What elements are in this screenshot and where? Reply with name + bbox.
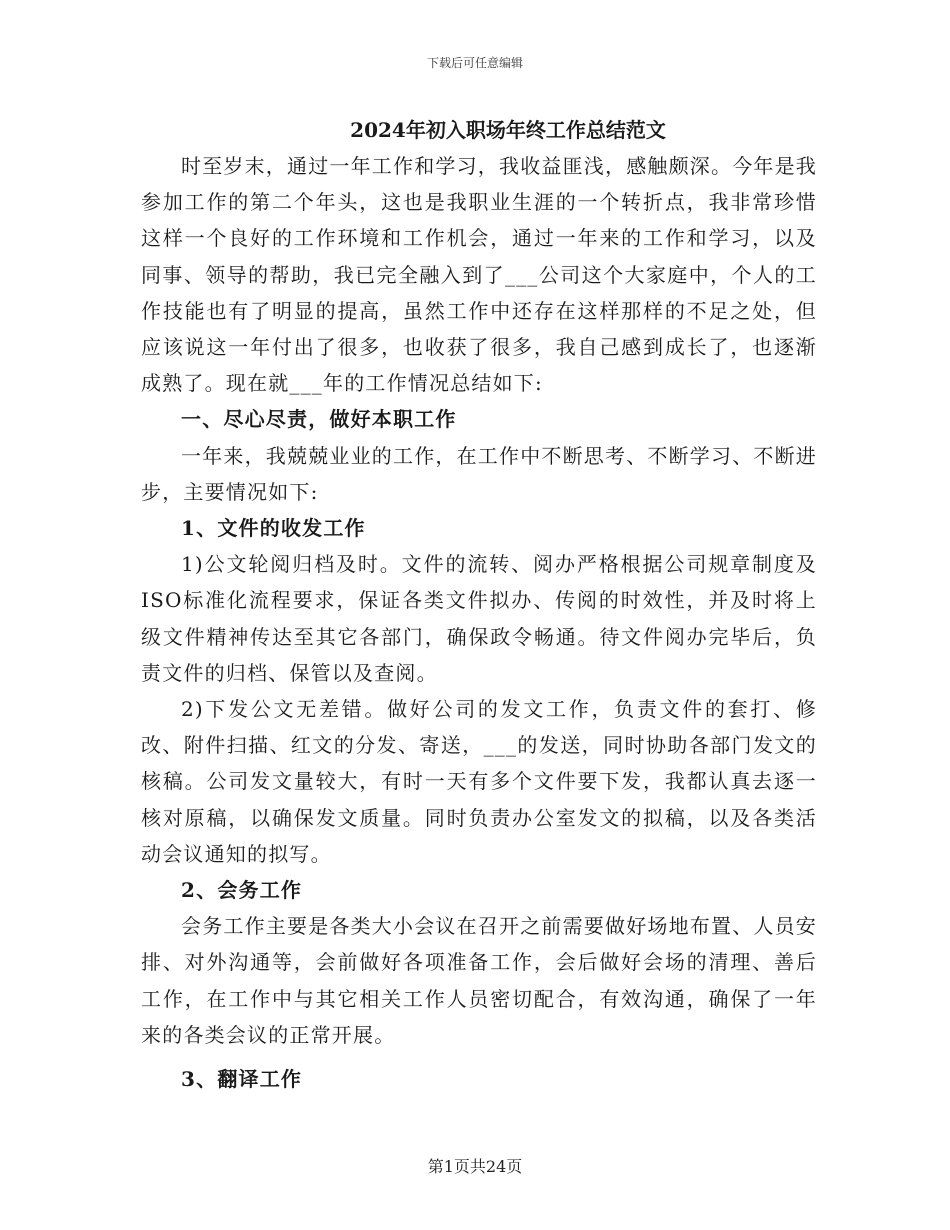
- subsection-heading-meetings: 2、会务工作: [181, 878, 303, 903]
- paragraph-section-1: 一年来，我兢兢业业的工作，在工作中不断思考、不断学习、不断进步，主要情况如下:: [141, 443, 817, 504]
- subsection-heading-file-handling: 1、文件的收发工作: [181, 516, 366, 541]
- header-note: 下载后可任意编辑: [426, 56, 523, 70]
- paragraph-file-archiving: 1)公文轮阅归档及时。文件的流转、阅办严格根据公司规章制度及ISO标准化流程要求，保证各类文件拟办、传阅的时效性，并及时将上级文件精神传达至其它各部门，确保政令畅通。待文件阅办完毕后，负责文件的归档、保管以及查阅。: [141, 552, 817, 685]
- section-heading-1: 一、尽心尽责，做好本职工作: [181, 407, 457, 432]
- document-title: 2024年初入职场年终工作总结范文: [350, 118, 666, 142]
- document-body: [141, 112, 817, 1097]
- page-number: 第1页共24页: [427, 1157, 523, 1176]
- paragraph-file-dispatch: 2)下发公文无差错。做好公司的发文工作，负责文件的套打、修改、附件扫描、红文的分发、寄送，___的发送，同时协助各部门发文的核稿。公司发文量较大，有时一天有多个文件要下发，我都认真去逐一核对原稿，以确保发文质量。同时负责办公室发文的拟稿，以及各类活动会议通知的拟写。: [141, 697, 817, 866]
- paragraph-intro: 时至岁末，通过一年工作和学习，我收益匪浅，感触颇深。今年是我参加工作的第二个年头，这也是我职业生涯的一个转折点，我非常珍惜这样一个良好的工作环境和工作机会，通过一年来的工作和学习，以及同事、领导的帮助，我已完全融入到了___公司这个大家庭中，个人的工作技能也有了明显的提高，虽然工作中还存在这样那样的不足之处，但应该说这一年付出了很多，也收获了很多，我自己感到成长了，也逐渐成熟了。现在就___年的工作情况总结如下:: [141, 154, 817, 396]
- subsection-heading-translation: 3、翻译工作: [181, 1067, 303, 1092]
- paragraph-meetings: 会务工作主要是各类大小会议在召开之前需要做好场地布置、人员安排、对外沟通等，会前做好各项准备工作，会后做好会场的清理、善后工作，在工作中与其它相关工作人员密切配合，有效沟通，确保了一年来的各类会议的正常开展。: [141, 914, 817, 1047]
